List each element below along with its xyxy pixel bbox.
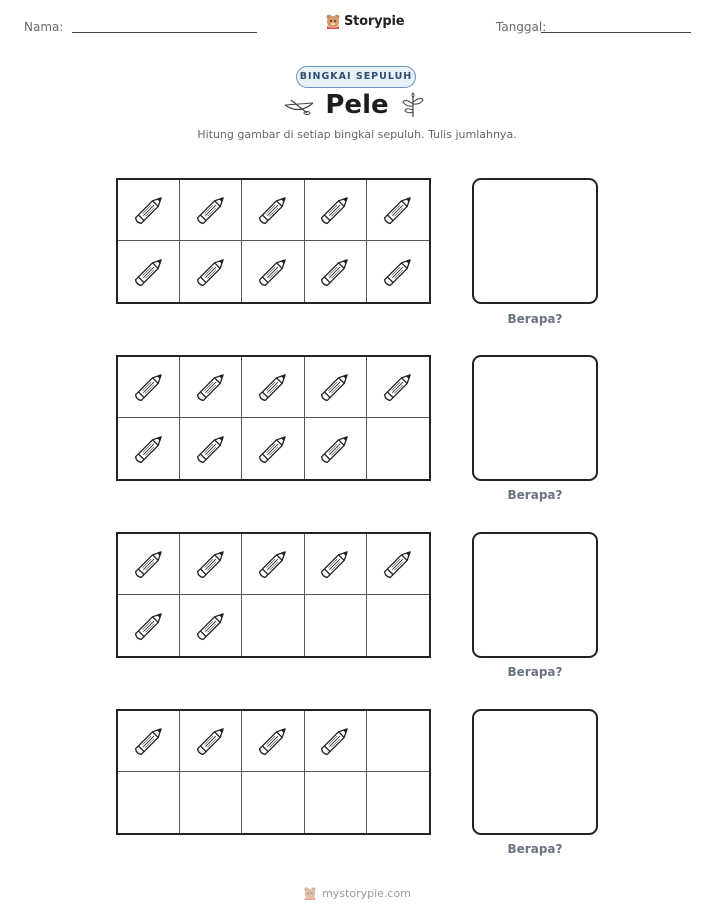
frame-cell — [242, 418, 304, 479]
ten-frame-1 — [116, 178, 431, 304]
frame-cell — [242, 180, 304, 241]
frame-cell — [305, 711, 367, 772]
pencil-icon — [190, 189, 232, 231]
worksheet-title: Pele — [325, 90, 389, 120]
pencil-icon — [190, 543, 232, 585]
pencil-icon — [128, 720, 170, 762]
answer-label-3: Berapa? — [507, 665, 563, 679]
instructions-text: Hitung gambar di setiap bingkai sepuluh. Tulis jumlahnya. — [197, 128, 517, 141]
pencil-icon — [190, 366, 232, 408]
ten-frame-3 — [116, 532, 431, 658]
pencil-icon — [190, 720, 232, 762]
frame-cell — [118, 180, 180, 241]
pencil-icon — [377, 366, 419, 408]
pencil-icon — [314, 428, 356, 470]
frame-cell — [242, 534, 304, 595]
frame-cell — [305, 180, 367, 241]
frame-cell — [118, 772, 180, 833]
frame-cell — [118, 241, 180, 302]
pencil-icon — [190, 605, 232, 647]
frame-cell — [305, 241, 367, 302]
frame-cell — [305, 595, 367, 656]
frame-cell — [367, 772, 429, 833]
frame-cell — [367, 534, 429, 595]
pencil-icon — [128, 366, 170, 408]
worksheet-type-badge: BINGKAI SEPULUH — [296, 66, 416, 88]
answer-box-3[interactable] — [472, 532, 598, 658]
name-write-line[interactable] — [72, 32, 257, 33]
answer-box-2[interactable] — [472, 355, 598, 481]
frame-cell — [367, 711, 429, 772]
frame-cell — [305, 418, 367, 479]
frame-cell — [242, 241, 304, 302]
pencil-icon — [377, 189, 419, 231]
pencil-icon — [314, 366, 356, 408]
answer-box-1[interactable] — [472, 178, 598, 304]
frame-cell — [180, 180, 242, 241]
frame-cell — [367, 180, 429, 241]
frame-cell — [180, 534, 242, 595]
frame-cell — [180, 357, 242, 418]
frame-cell — [180, 241, 242, 302]
answer-box-4[interactable] — [472, 709, 598, 835]
frame-cell — [180, 418, 242, 479]
frame-cell — [180, 595, 242, 656]
pencil-icon — [128, 251, 170, 293]
answer-label-1: Berapa? — [507, 312, 563, 326]
pencil-icon — [128, 605, 170, 647]
frame-cell — [118, 357, 180, 418]
frame-cell — [305, 772, 367, 833]
frame-cell — [367, 357, 429, 418]
pencil-icon — [128, 543, 170, 585]
frame-cell — [118, 711, 180, 772]
frame-cell — [242, 357, 304, 418]
date-label: Tanggal: — [496, 20, 547, 34]
frame-cell — [180, 711, 242, 772]
frame-cell — [242, 595, 304, 656]
pencil-icon — [190, 251, 232, 293]
pencil-icon — [252, 189, 294, 231]
frame-cell — [305, 357, 367, 418]
pencil-icon — [377, 543, 419, 585]
frame-cell — [242, 772, 304, 833]
pencil-icon — [128, 189, 170, 231]
frame-cell — [367, 418, 429, 479]
answer-label-4: Berapa? — [507, 842, 563, 856]
pencil-icon — [314, 251, 356, 293]
pencil-icon — [190, 428, 232, 470]
frame-cell — [305, 534, 367, 595]
sprout-icon — [401, 92, 425, 118]
pencil-icon — [252, 720, 294, 762]
footer — [0, 886, 714, 900]
answer-label-2: Berapa? — [507, 488, 563, 502]
brand-name: Storypie — [344, 13, 405, 29]
footer-url: mystorypie.com — [322, 886, 411, 900]
frame-cell — [118, 418, 180, 479]
frame-cell — [367, 595, 429, 656]
pencil-icon — [252, 428, 294, 470]
frame-cell — [118, 595, 180, 656]
pencil-icon — [252, 543, 294, 585]
brand-logo — [325, 13, 404, 29]
pencil-icon — [314, 543, 356, 585]
bear-logo-icon — [303, 886, 317, 900]
ten-frame-4 — [116, 709, 431, 835]
frame-cell — [118, 534, 180, 595]
pencil-icon — [314, 720, 356, 762]
frame-cell — [367, 241, 429, 302]
bear-logo-icon — [325, 13, 341, 29]
name-label: Nama: — [24, 20, 64, 34]
pencil-icon — [252, 251, 294, 293]
pencil-icon — [377, 251, 419, 293]
ten-frame-2 — [116, 355, 431, 481]
pencil-icon — [314, 189, 356, 231]
frame-cell — [242, 711, 304, 772]
pencil-icon — [128, 428, 170, 470]
frame-cell — [180, 772, 242, 833]
date-write-line[interactable] — [541, 32, 691, 33]
pencil-icon — [252, 366, 294, 408]
